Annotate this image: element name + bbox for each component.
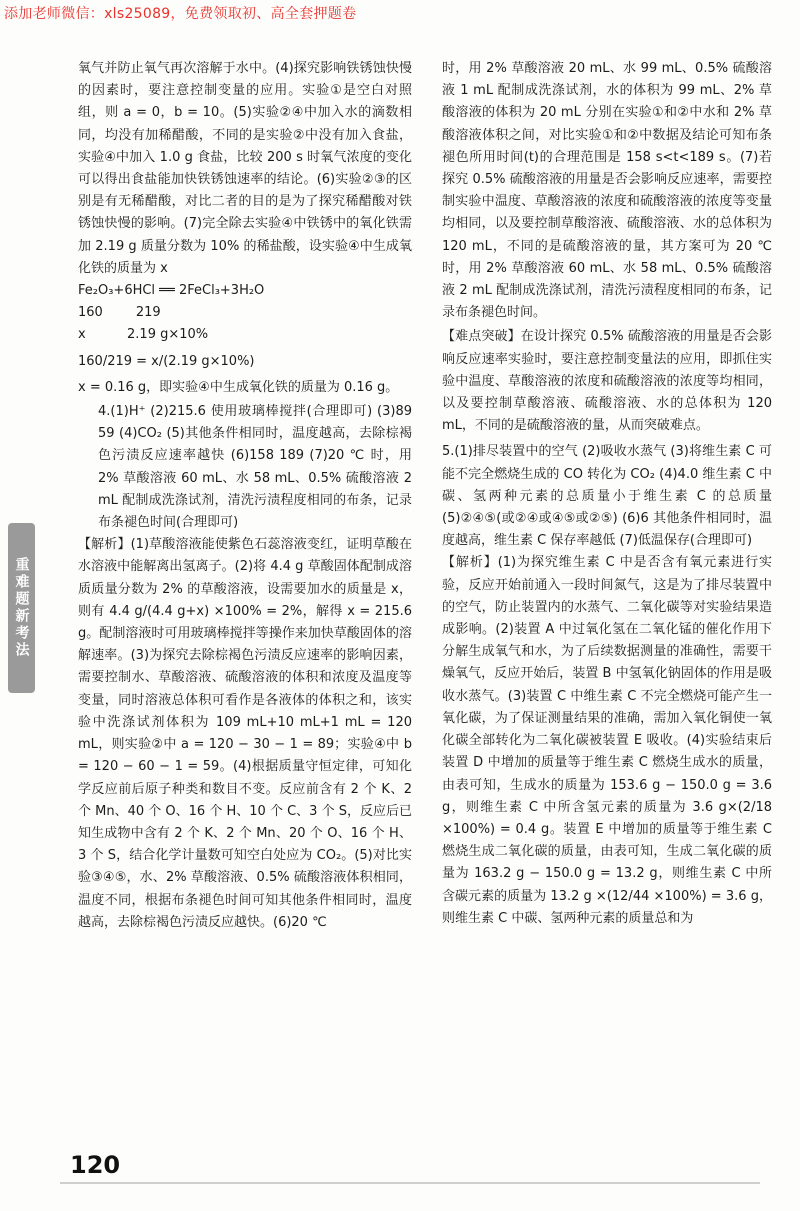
equation-row: x 2.19 g×10% (78, 327, 209, 343)
proportion: 160/219 = x/(2.19 g×10%) (78, 353, 255, 369)
watermark: 添加老师微信：xls25089，免费领取初、高全套押题卷 (4, 6, 357, 22)
side-tab-label: 重难题新考法 (13, 557, 30, 659)
analysis-5: 【解析】(1)为探究维生素 C 中是否含有氧元素进行实验，反应开始前通入一段时间氮气，这是为了排尽装置中的空气，防止装置内的水蒸气、二氧化碳等对实验结果造成影响。(2)装置 A 中过氧化氢在二氧化锰的催化作用下分解生成氧气和水，为了后续数据测量的准确性，需要干燥氧气，反应开始后，装置 B 中氢氧化钠固体的作用是吸收水蒸气。(3)装置 C 中维生素 C 不完全燃烧可能产生一氧化碳，为了保证测量结果的准确，需加入氧化铜使一氧化碳全部转化为二氧化碳被装置 E 吸收。(4)实验结束后装置 D 中增加的质量等于维生素 C 燃烧生成水的质量，由表可知，生成水的质量为 153.6 g − 150.0 g = 3.6 g，则维生素 C 中所含氢元素的质量为 3.6 g×(2/18 ×100%) = 0.4 g。装置 E 中增加的质量等于维生素 C 燃烧生成二氧化碳的质量，由表可知，生成二氧化碳的质量为 163.2 g − 150.0 g = 13.2 g，则维生素 C 中所含碳元素的质量为 13.2 g ×(12/44 ×100%) = 3.6 g，则维生素 C 中碳、氢两种元素的质量总和为 (442, 555, 772, 926)
answer-5: 5.(1)排尽装置中的空气 (2)吸收水蒸气 (3)将维生素 C 可能不完全燃烧生成的 CO 转化为 CO₂ (4)4.0 维生素 C 中碳、氢两种元素的总质量小于维生素 C 的总质量 (5)②④⑤(或②④或④⑤或②⑤) (6)6 其他条件相同时，温度越高，维生素 C 保存率越低 (7)低温保存(合理即可) (442, 444, 772, 549)
equation: Fe₂O₃+6HCl ══ 2FeCl₃+3H₂O (78, 283, 265, 299)
section-side-tab (8, 523, 35, 693)
paragraph: 时，用 2% 草酸溶液 20 mL、水 99 mL、0.5% 硫酸溶液 1 mL 配制成洗涤试剂，水的体积为 99 mL、2% 草酸溶液的体积为 20 mL 分别在实验①和②中水和 2% 草酸溶液体积之间，对比实验①和②中数据及结论可知布条褪色所用时间(t)的合理范围是 158 s<t<189 s。(7)若探究 0.5% 硫酸溶液的用量是否会影响反应速率，需要控制实验中温度、草酸溶液的浓度和硫酸溶液的浓度等变量均相同，以及要控制草酸溶液、硫酸溶液、水的总体积为 120 mL，不同的是硫酸溶液的量，其方案可为 20 ℃ 时，用 2% 草酸溶液 60 mL、水 58 mL、0.5% 硫酸溶液 2 mL 配制成洗涤试剂，清洗污渍程度相同的布条，记录布条褪色时间。 (442, 61, 772, 321)
analysis-4: 【解析】(1)草酸溶液能使紫色石蕊溶液变红，证明草酸在水溶液中能解离出氢离子。(2)将 4.4 g 草酸固体配制成溶质质量分数为 2% 的草酸溶液，设需要加水的质量是 x，则有 4.4 g/(4.4 g+x) ×100% = 2%，解得 x = 215.6 g。配制溶液时可用玻璃棒搅拌等操作来加快草酸固体的溶解速率。(3)为探究去除棕褐色污渍反应速率的影响因素，需要控制水、草酸溶液、硫酸溶液的体积和浓度及温度等变量，同时溶液总体积可看作是各液体的体积之和，该实验中洗涤试剂体积为 109 mL+10 mL+1 mL = 120 mL，则实验②中 a = 120 − 30 − 1 = 89；实验④中 b = 120 − 60 − 1 = 59。(4)根据质量守恒定律，可知化学反应前后原子种类和数目不变。反应前含有 2 个 K、2 个 Mn、40 个 O、16 个 H、10 个 C、3 个 S，反应后已知生成物中含有 2 个 K、2 个 Mn、20 个 O、16 个 H、3 个 S，结合化学计量数可知空白处应为 CO₂。(5)对比实验③④⑤，水、2% 草酸溶液、0.5% 硫酸溶液体积相同，温度不同，根据布条褪色时间可知其他条件相同时，温度越高，去除棕褐色污渍反应越快。(6)20 ℃ (78, 537, 412, 930)
paragraph: 氧气并防止氧气再次溶解于水中。(4)探究影响铁锈蚀快慢的因素时，要注意控制变量的应用。实验①是空白对照组，则 a = 0，b = 10。(5)实验②④中加入水的滴数相同，均没有加稀醋酸，不同的是实验②中没有加入食盐，实验④中加入 1.0 g 食盐，比较 200 s 时氧气浓度的变化可以得出食盐能加快铁锈蚀速率的结论。(6)实验②③的区别是有无稀醋酸，对比二者的目的是为了探究稀醋酸对铁锈蚀快慢的影响。(7)完全除去实验④中铁锈中的氧化铁需加 2.19 g 质量分数为 10% 的稀盐酸，设实验④中生成氧化铁的质量为 x (78, 61, 412, 276)
paragraph: x = 0.16 g，即实验④中生成氧化铁的质量为 0.16 g。 (78, 379, 399, 395)
answer-4: 4.(1)H⁺ (2)215.6 使用玻璃棒搅拌(合理即可) (3)89 59 (4)CO₂ (5)其他条件相同时，温度越高，去除棕褐色污渍反应速率越快 (6)158 189 (7)20 ℃ 时，用 2% 草酸溶液 60 mL、水 58 mL、0.5% 硫酸溶液 2 mL 配制成洗涤试剂，清洗污渍程度相同的布条，记录布条褪色时间(合理即可) (98, 404, 412, 531)
difficulty-breakthrough: 【难点突破】在设计探究 0.5% 硫酸溶液的用量是否会影响反应速率实验时，要注意控制变量法的应用，即抓住实验中温度、草酸溶液的浓度和硫酸溶液的浓度等均相同，以及要控制草酸溶液、硫酸溶液、水的总体积为 120 mL，不同的是硫酸溶液的量，从而突破难点。 (442, 329, 772, 434)
page-number: 120 (70, 1151, 121, 1179)
right-column (442, 58, 772, 930)
equation-row: 160 219 (78, 305, 161, 321)
bottom-divider (60, 1182, 760, 1184)
left-column (78, 58, 412, 934)
